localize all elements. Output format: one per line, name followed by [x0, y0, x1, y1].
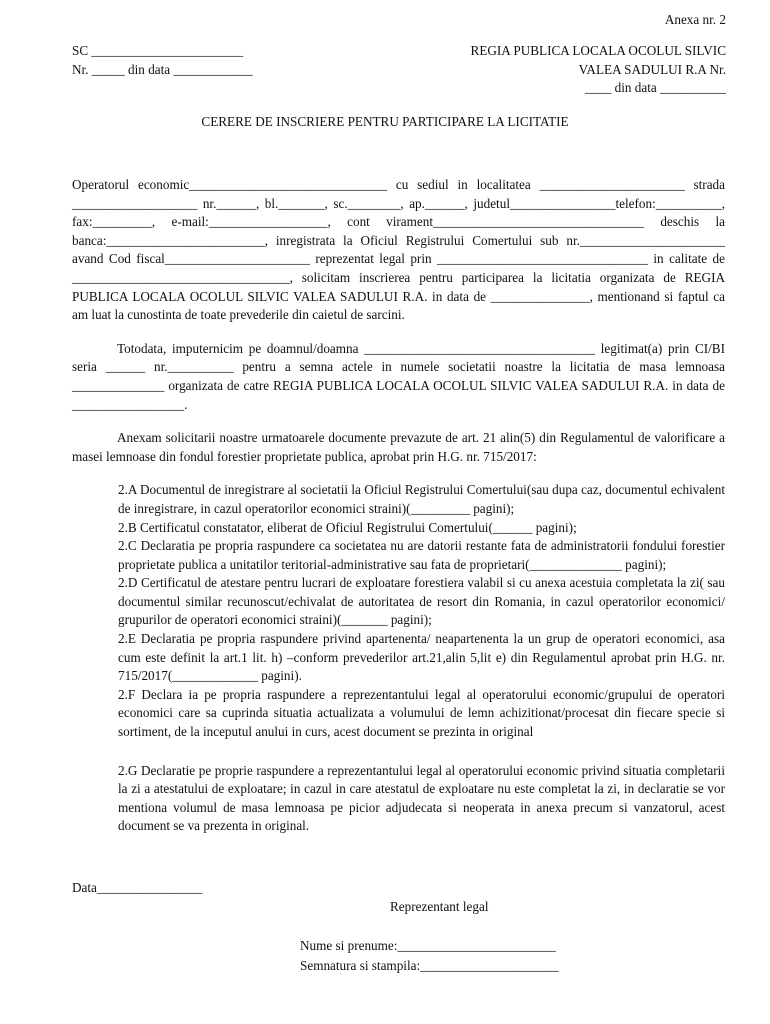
list-item: 2.A Documentul de inregistrare al societatii la Oficiul Registrului Comertului(sau dupa caz, documentul echivalent de inregistrare, in cazul operatorilor economici straini)(_________ pagini); [118, 482, 725, 516]
recipient-header [366, 42, 726, 98]
signature-field: Semnatura si stampila:_____________________ [300, 958, 559, 973]
legal-representative-label: Reprezentant legal [390, 899, 489, 914]
paragraph-annex: Anexam solicitarii noastre urmatoarele documente prevazute de art. 21 alin(5) din Regulamentul de valorificare a masei lemnoase din fondul forestier proprietate publica, aprobat prin H.G. nr. 715/2017: [72, 430, 725, 464]
paragraph-operator: Operatorul economic______________________________ cu sediul in localitatea ______________________ strada ___________________ nr.______, bl._______, sc.________, ap.______, judetul________________telefon:__________, fax:_________, e-mail:__________________, cont virament________________________________ deschis la banca:________________________, inregistrata la Oficiul Registrului Comertului sub nr.______________________ avand Cod fiscal______________________ reprezentat legal prin ________________________________ in calitate de _________________________________, solicitam inscrierea pentru participarea la licitatia organizata de REGIA PUBLICA LOCALA OCOLUL SILVIC VALEA SADULUI R.A. in data de _______________, mentionand si faptul ca am luat la cunostinta de toate prevederile din caietul de sarcini. [72, 177, 725, 323]
list-item: 2.E Declaratia pe propria raspundere privind apartenenta/ neapartenenta la un grup de operatori economici, asa cum este definit la art.1 lit. h) –conform prevederilor art.21,alin 5,lit e) din Regulamentul aprobat prin H.G. nr. 715/2017(_____________ pagini). [118, 631, 725, 684]
list-item: 2.G Declaratie pe proprie raspundere a reprezentantului legal al operatorului economic privind situatia completarii la zi a atestatului de exploatare; in cazul in care atestatul de exploatare nu este completat la zi, in declaratie se vor mentiona volumul de masa lemnoasa pe picior adjudecata si neoperata in anexa precum si vanzatorul, acest document se va prezenta in original. [118, 762, 725, 834]
list-item: 2.D Certificatul de atestare pentru lucrari de exploatare forestiera valabil si cu anexa acestuia completata la zi( sau documentul similar recunoscut/echivalat de autoritatea de resort din Romania, in cazul operatorilor economici/ grupurilor de operatori economici straini)(_______ pagini); [118, 575, 725, 628]
document-list [118, 481, 725, 836]
company-name-line: SC _______________________ [72, 43, 244, 58]
paragraph-authorization: Totodata, imputernicim pe doamnul/doamna ___________________________________ legitimat(a) prin CI/BI seria ______ nr.__________ pentru a semna actele in numele societatii noastre la licitatia de masa lemnoasa ______________ organizata de catre REGIA PUBLICA LOCALA OCOLUL SILVIC VALEA SADULUI R.A. in data de _________________. [72, 340, 725, 412]
list-item: 2.F Declara ia pe propria raspundere a reprezentantului legal al operatorului economic/grupului de operatori economici care sa cuprinda situatia actualizata a volumului de lemn achizitionat/procesat din fiecare specie si sortiment, de la inceputul anului in curs, acest document se prezinta in original [118, 686, 725, 740]
list-item: 2.B Certificatul constatator, eliberat de Oficiul Registrului Comertului(______ pagini); [118, 519, 577, 535]
registration-number-line: Nr. _____ din data ____________ [72, 61, 253, 77]
company-header [72, 42, 302, 79]
annex-number: Anexa nr. 2 [664, 12, 726, 27]
name-field: Nume si prenume:________________________ [300, 938, 556, 953]
date-field: Data________________ [72, 880, 203, 895]
document-body [72, 176, 725, 836]
recipient-name: REGIA PUBLICA LOCALA OCOLUL SILVIC [470, 43, 726, 58]
document-title: CERERE DE INSCRIERE PENTRU PARTICIPARE LA LICITATIE [201, 114, 569, 129]
list-item: 2.C Declaratia pe propria raspundere ca societatea nu are datorii restante fata de administratorii fondului forestier proprietate publica a unitatilor teritorial-administrative sau fata de proprietari(______________ pagini); [118, 538, 725, 572]
recipient-name-cont: VALEA SADULUI R.A Nr. [578, 61, 726, 77]
recipient-date-line: ____ din data __________ [584, 80, 726, 96]
